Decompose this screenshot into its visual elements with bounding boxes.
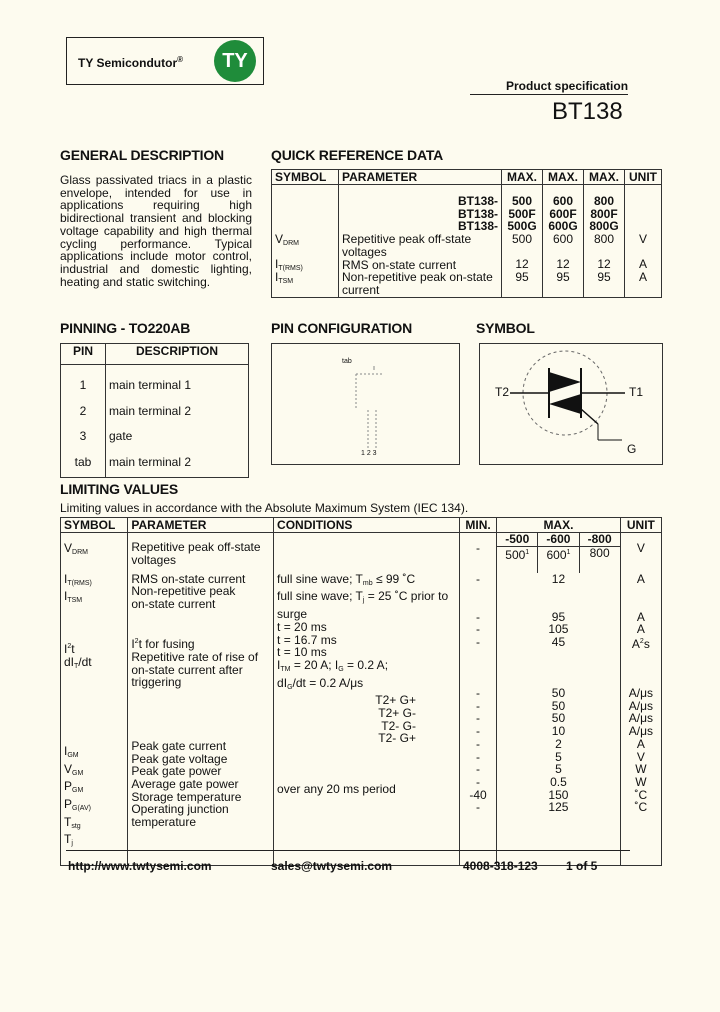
max-value: 12 <box>551 571 566 586</box>
unit-part: A <box>631 637 640 652</box>
symbol-main: P <box>64 779 73 794</box>
min-value: - <box>476 800 481 815</box>
grade-number: 800 <box>589 545 610 560</box>
min-value: - <box>476 685 481 700</box>
parameter-text <box>131 636 270 651</box>
symbol-cell <box>61 533 128 573</box>
grade-mark: 1 <box>525 548 530 556</box>
pin-configuration-box <box>271 343 460 465</box>
parameter-text: Non-repetitive peak <box>131 584 236 599</box>
type-value: 500G <box>507 219 537 234</box>
value: 12 <box>556 257 570 272</box>
condition-text <box>277 590 456 608</box>
parameter-cell <box>339 233 502 297</box>
unit: W <box>635 762 647 777</box>
symbol-sub: DRM <box>72 549 88 556</box>
condition-text: T2+ G+ <box>375 693 416 708</box>
pin-number: 3 <box>79 429 87 443</box>
unit: A <box>636 736 645 751</box>
value-cell <box>543 233 584 297</box>
condition-text: T2- G+ <box>378 731 416 746</box>
value: 95 <box>556 269 570 284</box>
desc-line: voltage capability and high thermal <box>60 223 252 238</box>
col-header: PIN <box>61 344 106 365</box>
parameter-cell <box>128 573 274 866</box>
symbol-main: I <box>64 743 68 758</box>
type-value: 600F <box>549 206 577 221</box>
limiting-values-title: LIMITING VALUES <box>60 481 179 497</box>
max-value: 5 <box>555 749 562 764</box>
pin-configuration-title: PIN CONFIGURATION <box>271 320 413 336</box>
parameter-text: on-state current <box>131 597 216 612</box>
parameter-text: Storage temperature <box>131 789 242 804</box>
type-value: 600G <box>548 219 578 234</box>
condition-text: over any 20 ms period <box>277 782 396 797</box>
col-header: UNIT <box>620 518 661 533</box>
max-value: 150 <box>548 787 569 802</box>
unit: A <box>636 622 645 637</box>
min-value: - <box>476 635 481 650</box>
table-header-row <box>61 518 662 533</box>
grade-header: -800 <box>579 533 620 547</box>
symbol-main: I <box>64 642 68 657</box>
condition-text <box>277 677 456 695</box>
max-value: 105 <box>548 622 569 637</box>
param-sup: 2 <box>134 638 139 646</box>
max-value: 125 <box>548 800 569 815</box>
symbol-main: V <box>64 541 73 555</box>
parameter-text: voltages <box>131 552 177 567</box>
symbol-sub: TSM <box>67 597 83 605</box>
symbol-main: /dt <box>78 654 92 669</box>
symbol-main: I <box>275 257 279 272</box>
col-header: MAX. <box>502 170 543 185</box>
min-value: - <box>476 571 481 586</box>
parameter-text: triggering <box>131 675 182 690</box>
desc-line: envelope, intended for use in <box>60 185 252 200</box>
symbol-sup: 2 <box>67 643 72 651</box>
desc-line: bidirectional transient and blocking <box>60 211 252 226</box>
table-row <box>61 573 662 866</box>
grade-value <box>538 546 579 573</box>
symbol-main: I <box>275 269 279 284</box>
parameter-text: RMS on-state current <box>342 257 457 272</box>
symbol-main: I <box>64 571 68 586</box>
type-prefix: BT138- <box>457 194 498 208</box>
min-value <box>463 585 493 610</box>
col-header: CONDITIONS <box>274 518 460 533</box>
table-row <box>61 533 662 547</box>
min-value: - <box>476 749 481 764</box>
cond-part: /dt = 0.2 A/μs <box>292 675 364 690</box>
condition-text: t = 20 ms <box>277 619 327 634</box>
type-value: 800 <box>593 194 615 208</box>
cond-part: full sine wave; T <box>277 571 363 586</box>
max-value: 50 <box>551 685 566 700</box>
brand-name <box>78 55 183 70</box>
unit: A/μs <box>628 685 653 700</box>
symbol <box>275 271 335 289</box>
page-indicator: 1 of 5 <box>566 859 598 873</box>
symbol-sub: j <box>71 840 73 848</box>
symbol-sub: T(RMS) <box>67 579 92 587</box>
col-header: MIN. <box>459 518 496 533</box>
footer-rule <box>66 850 630 851</box>
pin-description: main terminal 2 <box>109 454 192 469</box>
value: 95 <box>597 269 611 284</box>
table-row <box>61 365 249 478</box>
type-value: 500F <box>508 206 536 221</box>
condition-text: T2+ G- <box>378 706 416 721</box>
desc-line: heating and static switching. <box>60 274 211 289</box>
symbol-box <box>479 343 663 465</box>
value: 12 <box>597 257 611 272</box>
condition-text <box>277 659 456 677</box>
col-header: SYMBOL <box>61 518 128 533</box>
t2-label: T2 <box>495 385 510 399</box>
table-header-row <box>61 344 249 365</box>
pin-number: tab <box>74 454 92 469</box>
symbol-main: T <box>64 832 72 847</box>
quick-reference-title: QUICK REFERENCE DATA <box>271 147 444 163</box>
col-header: UNIT <box>625 170 662 185</box>
pin-cell <box>61 365 106 478</box>
value: 500 <box>511 232 533 247</box>
unit: A <box>636 571 645 586</box>
symbol-cell <box>61 573 128 866</box>
col-header: SYMBOL <box>272 170 339 185</box>
max-value: 10 <box>551 724 566 739</box>
symbol <box>275 258 335 271</box>
ty-logo: TY <box>214 40 256 82</box>
grade-mark: 1 <box>566 548 571 556</box>
cond-part: = 0.2 A; <box>343 657 389 672</box>
pin-desc-cell <box>106 365 249 478</box>
unit-cell <box>620 573 661 866</box>
grade-number: 600 <box>546 547 567 562</box>
to220-package-drawing <box>272 344 459 464</box>
param-part: I <box>131 637 135 652</box>
symbol <box>64 833 124 851</box>
condition-text: T2- G- <box>381 718 416 733</box>
type-value: 800F <box>590 206 618 221</box>
value: 95 <box>515 269 529 284</box>
cond-part: ≤ 99 ˚C <box>372 571 416 586</box>
cond-part: I <box>277 657 281 672</box>
max-value: 50 <box>551 698 566 713</box>
type-prefix-cell <box>339 185 502 234</box>
min-value: - <box>476 724 481 739</box>
unit: W <box>635 774 647 789</box>
pin-description: gate <box>109 429 133 443</box>
symbol-main: t <box>71 642 75 657</box>
parameter-text: Repetitive peak off-state <box>131 540 261 554</box>
pin-description: main terminal 2 <box>109 403 192 418</box>
symbol-sub: GM <box>67 751 79 759</box>
parameter-text: voltages <box>342 244 387 259</box>
footer-phone: 4008-318-123 <box>463 859 538 873</box>
symbol-main: T <box>64 814 72 829</box>
desc-line: cycling performance. Typical <box>60 236 252 251</box>
pin-number: 2 <box>79 403 87 418</box>
condition-text: t = 16.7 ms <box>277 632 337 647</box>
cond-sub: j <box>362 597 365 605</box>
col-header: MAX. <box>584 170 625 185</box>
pin-description: main terminal 1 <box>109 378 192 392</box>
table-header-row <box>272 170 662 185</box>
min-value: - <box>476 609 481 624</box>
parameter-text: current <box>342 282 380 297</box>
value-cell <box>584 233 625 297</box>
symbol-sub: G(AV) <box>72 804 91 812</box>
unit: A/μs <box>628 698 653 713</box>
max-value: 0.5 <box>550 774 567 789</box>
min-value: - <box>476 711 481 726</box>
parameter-text: Non-repetitive peak on-state <box>342 270 493 285</box>
parameter-text: on-state current after <box>131 662 243 677</box>
cell <box>272 185 339 234</box>
parameter-text: Peak gate current <box>131 738 227 753</box>
col-header: PARAMETER <box>339 170 502 185</box>
unit: A <box>638 257 647 272</box>
max-value <box>500 585 617 610</box>
general-description-text <box>60 174 252 288</box>
min-value: - <box>476 622 481 637</box>
desc-line: Glass passivated triacs in a plastic <box>60 173 252 187</box>
min-value: - <box>476 774 481 789</box>
symbol <box>275 233 335 258</box>
grade-number: 500 <box>505 547 526 562</box>
max-value: 50 <box>551 711 566 726</box>
type-prefix: BT138- <box>457 219 498 234</box>
col-header: MAX. <box>497 518 621 533</box>
conditions-cell <box>274 573 460 866</box>
unit-cell: V <box>620 533 661 573</box>
condition-text <box>277 758 456 771</box>
parameter-text: Operating junction <box>131 802 229 817</box>
unit <box>624 636 658 687</box>
grade-value <box>579 546 620 573</box>
type-prefix: BT138- <box>457 206 498 221</box>
grade-header: -600 <box>538 533 579 547</box>
t1-label: T1 <box>629 385 644 399</box>
symbol <box>64 798 124 816</box>
unit: A <box>636 609 645 624</box>
symbol-main: P <box>64 796 73 811</box>
max-cell <box>497 573 621 866</box>
symbol-main: V <box>275 232 284 247</box>
col-header: MAX. <box>543 170 584 185</box>
header-rule <box>470 94 628 95</box>
type-value: 800G <box>589 219 619 234</box>
part-number: BT138 <box>552 98 623 125</box>
cond-sub: G <box>287 683 293 691</box>
parameter-text: Peak gate voltage <box>131 751 228 766</box>
max-value: 95 <box>551 609 566 624</box>
tab-label: tab <box>342 358 352 365</box>
cond-part: = 25 ˚C prior to <box>364 589 449 604</box>
symbol <box>64 573 124 591</box>
type-value: 600 <box>552 194 574 208</box>
unit-part: s <box>643 637 650 652</box>
parameter-text: Peak gate power <box>131 764 222 779</box>
cell <box>625 185 662 234</box>
value: 12 <box>515 257 529 272</box>
unit: ˚C <box>634 787 648 802</box>
registered-mark: ® <box>177 55 184 64</box>
parameter-text: Average gate power <box>131 776 239 791</box>
cond-part: = 20 A; I <box>290 657 339 672</box>
symbol-sub: DRM <box>283 240 299 248</box>
value-cell <box>502 233 543 297</box>
parameter-text: temperature <box>131 815 197 830</box>
grade-header: -500 <box>497 533 538 547</box>
cond-sub: G <box>338 665 344 673</box>
unit: A/μs <box>628 711 653 726</box>
type-value: 500 <box>511 194 533 208</box>
conditions-cell <box>274 533 460 573</box>
parameter-cell <box>128 533 274 573</box>
type-cell <box>543 185 584 234</box>
symbol <box>64 745 124 763</box>
symbol-sub: T(RMS) <box>278 265 303 273</box>
min-value: - <box>476 762 481 777</box>
max-value: 45 <box>551 635 566 650</box>
quick-reference-table <box>271 169 662 298</box>
unit <box>624 585 658 610</box>
desc-line: applications include motor control, <box>60 249 252 264</box>
condition-text <box>277 573 456 591</box>
condition-text: t = 10 ms <box>277 645 327 660</box>
min-cell <box>459 573 496 866</box>
value: 800 <box>593 232 615 247</box>
min-value: - <box>476 698 481 713</box>
desc-line: applications requiring high <box>60 198 252 213</box>
condition-text <box>277 745 456 758</box>
pinning-title: PINNING - TO220AB <box>60 320 191 336</box>
parameter-text: RMS on-state current <box>131 571 246 586</box>
min-value: - <box>476 736 481 751</box>
symbol-main: dI <box>64 654 75 669</box>
min-cell: - <box>459 533 496 573</box>
max-value: 2 <box>555 736 562 751</box>
min-value: -40 <box>469 787 487 802</box>
type-cell <box>584 185 625 234</box>
symbol <box>64 590 124 641</box>
limiting-values-table <box>60 517 662 866</box>
pinning-table <box>60 343 249 478</box>
symbol-main: I <box>64 589 68 604</box>
symbol-sub: T <box>74 662 79 670</box>
cond-sub: mb <box>362 579 373 587</box>
unit: V <box>638 232 647 247</box>
spec-label: Product specification <box>506 79 629 93</box>
type-cell <box>502 185 543 234</box>
symbol <box>64 780 124 798</box>
unit-sup: 2 <box>639 638 644 646</box>
symbol <box>64 641 124 656</box>
footer-website-link[interactable]: http://www.twtysemi.com <box>68 859 212 873</box>
unit: V <box>636 749 645 764</box>
brand-text: TY Semicondutor <box>78 56 178 70</box>
cond-part: dI <box>277 675 288 690</box>
symbol <box>64 656 124 745</box>
grade-value <box>497 546 538 573</box>
symbol <box>64 816 124 834</box>
general-description-title: GENERAL DESCRIPTION <box>60 147 224 163</box>
col-header: PARAMETER <box>128 518 274 533</box>
max-value: 5 <box>555 762 562 777</box>
symbol-sub: stg <box>71 822 81 830</box>
value: 600 <box>552 232 574 247</box>
unit: A/μs <box>628 724 653 739</box>
unit: A <box>638 269 647 284</box>
pin-number: 1 <box>79 378 87 392</box>
cond-part: full sine wave; T <box>277 589 363 604</box>
limiting-values-intro: Limiting values in accordance with the Absolute Maximum System (IEC 134). <box>60 501 469 515</box>
param-part: t for fusing <box>138 637 195 652</box>
unit: ˚C <box>634 800 648 815</box>
symbol-sub: GM <box>72 769 84 777</box>
symbol-title: SYMBOL <box>476 320 535 336</box>
parameter-text: Repetitive peak off-state <box>342 232 472 247</box>
parameter-text: Repetitive rate of rise of <box>131 649 259 664</box>
table-row <box>272 185 662 234</box>
symbol-cell <box>272 233 339 297</box>
desc-line: industrial and domestic lighting, <box>60 261 252 276</box>
condition-text: surge <box>277 607 308 622</box>
symbol-sub: TSM <box>278 277 294 285</box>
symbol-main: V <box>64 761 73 776</box>
cond-sub: TM <box>280 665 291 673</box>
footer-email-link[interactable]: sales@twtysemi.com <box>271 859 393 873</box>
symbol-sub: GM <box>72 787 84 795</box>
col-header: DESCRIPTION <box>106 344 249 365</box>
g-label: G <box>627 442 637 456</box>
unit-cell <box>625 233 662 297</box>
pin-numbers-label: 1 2 3 <box>361 450 377 457</box>
symbol <box>64 763 124 781</box>
table-row <box>272 233 662 297</box>
